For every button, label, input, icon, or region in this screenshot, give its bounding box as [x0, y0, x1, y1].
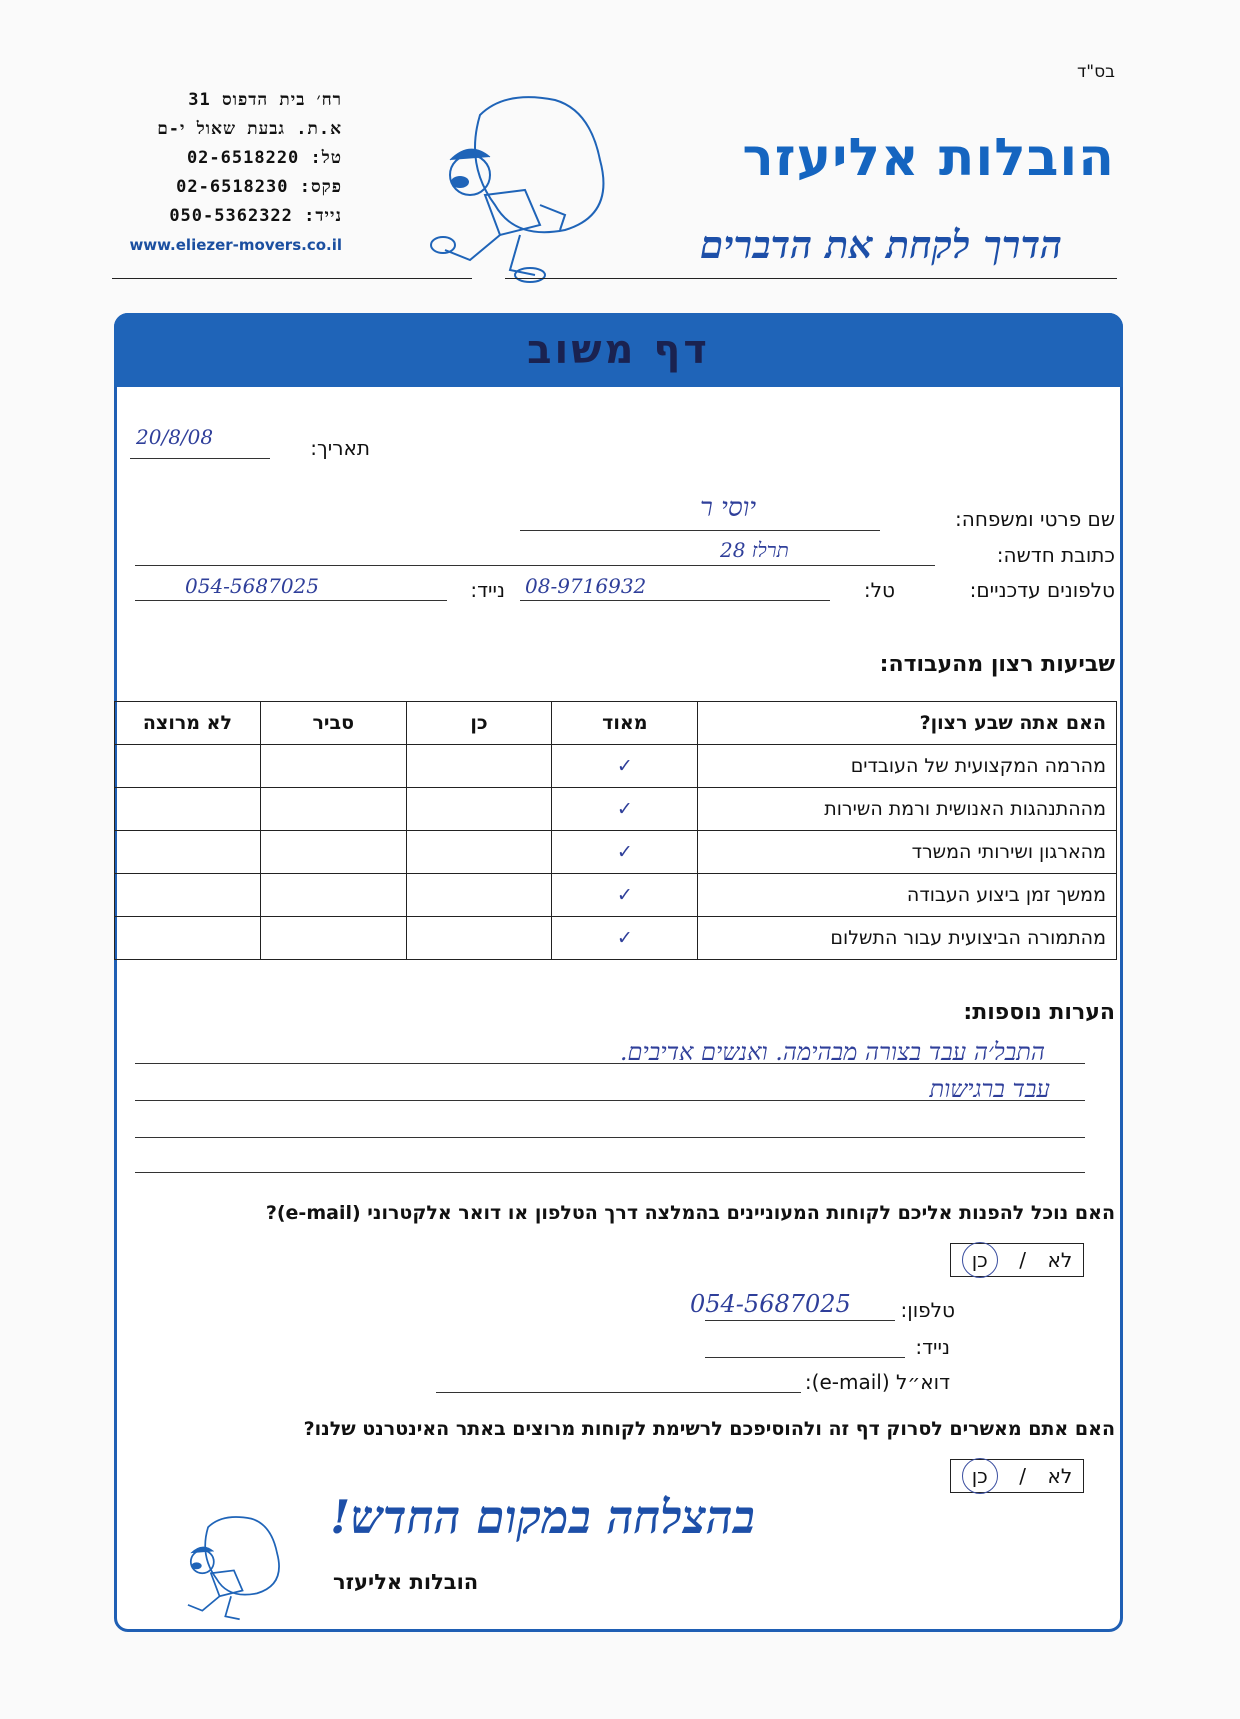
header-divider-left [112, 278, 472, 279]
check-mark[interactable]: ✓ [552, 745, 698, 788]
address-field[interactable] [135, 565, 935, 566]
mobile-label: נייד: [470, 578, 505, 602]
row-question: מהארגון ושירותי המשרד [698, 831, 1117, 874]
mobile-value: 054-5687025 [185, 574, 320, 598]
contact-phone-value: 054-5687025 [690, 1290, 851, 1318]
address-line-2: א.ת. גבעת שאול י-ם [157, 119, 342, 139]
cell-unsatisfied[interactable] [115, 745, 261, 788]
cell-unsatisfied[interactable] [115, 874, 261, 917]
contact-question: האם נוכל להפנות אליכם לקוחות המעוניינים בהמלצה דרך הטלפון או דואר אלקטרוני (e-mail)? [265, 1202, 1115, 1224]
cell-unsatisfied[interactable] [115, 917, 261, 960]
satisfaction-title: שביעות רצון מהעבודה: [879, 652, 1115, 677]
check-mark[interactable]: ✓ [552, 874, 698, 917]
tel-value: 08-9716932 [525, 574, 647, 598]
tel-field[interactable] [520, 600, 830, 601]
mover-mascot-small-icon [165, 1510, 300, 1625]
cell-yes[interactable] [406, 745, 552, 788]
check-mark[interactable]: ✓ [552, 917, 698, 960]
check-mark[interactable]: ✓ [552, 788, 698, 831]
comments-line-4[interactable] [135, 1172, 1085, 1173]
cell-reasonable[interactable] [260, 788, 406, 831]
col-question: האם אתה שבע רצון? [698, 702, 1117, 745]
table-row [115, 788, 1117, 831]
col-very: מאוד [552, 702, 698, 745]
cell-yes[interactable] [406, 917, 552, 960]
form-title: דף משוב [527, 327, 710, 373]
comments-title: הערות נוספות: [963, 1000, 1115, 1025]
table-row [115, 745, 1117, 788]
mobile-field[interactable] [135, 600, 447, 601]
table-row [115, 917, 1117, 960]
contact-yes-no-box[interactable] [950, 1243, 1084, 1277]
slash-divider: / [1019, 1464, 1026, 1488]
mover-mascot-icon [415, 85, 630, 285]
cell-reasonable[interactable] [260, 745, 406, 788]
scan-yes-option[interactable]: כן [962, 1458, 998, 1494]
cell-yes[interactable] [406, 874, 552, 917]
company-slogan: הדרך לקחת את הדברים [699, 222, 1062, 267]
satisfaction-table [114, 701, 1117, 960]
cell-unsatisfied[interactable] [115, 788, 261, 831]
cell-reasonable[interactable] [260, 831, 406, 874]
table-header-row [115, 702, 1117, 745]
fax-line: פקס: 02-6518230 [176, 177, 342, 197]
date-value: 20/8/08 [136, 425, 214, 449]
row-question: מהתמורה הביצועית עבור התשלום [698, 917, 1117, 960]
cell-reasonable[interactable] [260, 917, 406, 960]
mobile-line: נייד: 050-5362322 [169, 206, 342, 226]
scan-question: האם אתם מאשרים לסרוק דף זה ולהוסיפכם לרשימת לקוחות מרוצים באתר האינטרנט שלנו? [303, 1418, 1115, 1440]
cell-yes[interactable] [406, 788, 552, 831]
address-value: תרלז 28 [720, 538, 789, 562]
scan-yes-no-box[interactable] [950, 1459, 1084, 1493]
name-field[interactable] [520, 530, 880, 531]
company-name: הובלות אליעזר [742, 128, 1115, 188]
contact-mobile-field[interactable] [705, 1357, 905, 1358]
name-value: יוסי ר [700, 493, 757, 523]
contact-phone-field[interactable] [705, 1320, 895, 1321]
phone-line: טל: 02-6518220 [186, 148, 342, 168]
address-line-1: רח׳ בית הדפוס 31 [188, 90, 342, 110]
cell-reasonable[interactable] [260, 874, 406, 917]
name-label: שם פרטי ומשפחה: [955, 507, 1115, 531]
date-label: תאריך: [310, 436, 370, 460]
date-field[interactable] [130, 458, 270, 459]
row-question: מהרמה המקצועית של העובדים [698, 745, 1117, 788]
comments-text-1: התבל׳ה עבד בצורה מבהימה. ואנשים אדיבים. [619, 1038, 1045, 1066]
slash-divider: / [1019, 1248, 1026, 1272]
contact-email-label: דוא״ל (e-mail): [804, 1370, 950, 1394]
row-question: מההתנהגות האנושית ורמת השירות [698, 788, 1117, 831]
table-row [115, 874, 1117, 917]
col-unsatisfied: לא מרוצה [115, 702, 261, 745]
cell-unsatisfied[interactable] [115, 831, 261, 874]
comments-text-2: עבד ברגישות [929, 1075, 1050, 1103]
bsd-mark: בס"ד [1077, 62, 1115, 82]
phones-label: טלפונים עדכניים: [969, 578, 1115, 602]
contact-email-field[interactable] [436, 1392, 801, 1393]
company-contact-block [112, 86, 342, 260]
cell-yes[interactable] [406, 831, 552, 874]
header-divider-right [505, 278, 1117, 279]
check-mark[interactable]: ✓ [552, 831, 698, 874]
address-label: כתובת חדשה: [996, 543, 1115, 567]
row-question: ממשך זמן ביצוע העבודה [698, 874, 1117, 917]
website-link[interactable]: www.eliezer-movers.co.il [129, 236, 342, 254]
footer-slogan: בהצלחה במקום החדש! [330, 1490, 755, 1544]
table-row [115, 831, 1117, 874]
scan-no-option[interactable]: לא [1047, 1464, 1073, 1488]
col-reasonable: סביר [260, 702, 406, 745]
contact-no-option[interactable]: לא [1047, 1248, 1073, 1272]
comments-line-3[interactable] [135, 1137, 1085, 1138]
contact-mobile-label: נייד: [915, 1335, 950, 1359]
tel-label: טל: [863, 578, 895, 602]
col-yes: כן [406, 702, 552, 745]
contact-yes-option[interactable]: כן [962, 1242, 998, 1278]
footer-company: הובלות אליעזר [333, 1570, 479, 1594]
contact-phone-label: טלפון: [900, 1298, 955, 1322]
